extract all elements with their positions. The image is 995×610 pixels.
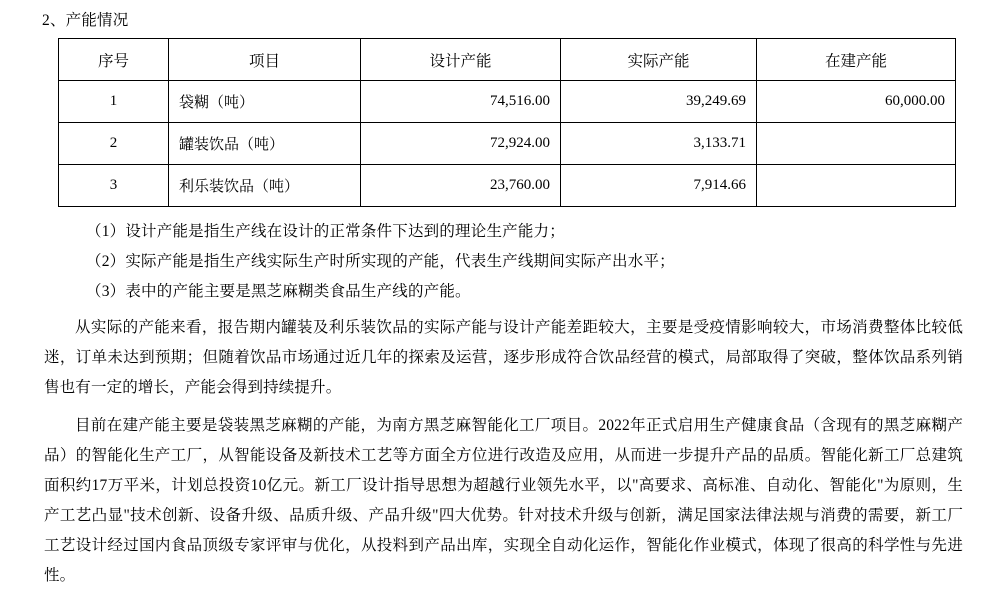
column-header-design-capacity: 设计产能 [361, 39, 561, 81]
note-item: （2）实际产能是指生产线实际生产时所实现的产能，代表生产线期间实际产出水平； [86, 253, 675, 270]
body-paragraph-2: 目前在建产能主要是袋装黑芝麻糊的产能，为南方黑芝麻智能化工厂项目。2022年正式启用生产健康食品（含现有的黑芝麻糊产品）的智能化生产工厂，从智能设备及新技术工艺等方面全方位进行改造及应用，从而进一步提升产品的品质。智能化新工厂总建筑面积约17万平米，计划总投资10亿元。新工厂设计指导思想为超越行业领先水平，以"高要求、高标准、自动化、智能化"为原则，生产工艺凸显"技术创新、设备升级、品质升级、产品升级"四大优势。针对技术升级与创新，满足国家法律法规与消费的需要，新工厂工艺设计经过国内食品顶级专家评审与优化，从投料到产品出库，实现全自动化运作，智能化作业模式，体现了很高的科学性与先进性。 [44, 417, 963, 584]
cell-design-capacity: 74,516.00 [361, 81, 561, 123]
table-header-row [59, 39, 956, 81]
cell-actual-capacity: 3,133.71 [561, 123, 757, 165]
column-header-item: 项目 [169, 39, 361, 81]
note-item: （1）设计产能是指生产线在设计的正常条件下达到的理论生产能力； [86, 223, 565, 240]
cell-item: 罐装饮品（吨） [169, 123, 361, 165]
cell-item: 利乐装饮品（吨） [169, 165, 361, 207]
body-paragraph-1: 从实际的产能来看，报告期内罐装及利乐装饮品的实际产能与设计产能差距较大，主要是受疫情影响较大，市场消费整体比较低迷，订单未达到预期；但随着饮品市场通过近几年的探索及运营，逐步形成符合饮品经营的模式，局部取得了突破，整体饮品系列销售也有一定的增长，产能会得到持续提升。 [44, 319, 963, 396]
cell-index: 3 [59, 165, 169, 207]
cell-actual-capacity: 39,249.69 [561, 81, 757, 123]
table-row [59, 165, 956, 207]
cell-design-capacity: 72,924.00 [361, 123, 561, 165]
cell-index: 2 [59, 123, 169, 165]
cell-index: 1 [59, 81, 169, 123]
cell-building-capacity [757, 165, 956, 207]
table-row [59, 81, 956, 123]
cell-item: 袋糊（吨） [169, 81, 361, 123]
table-notes [30, 217, 967, 307]
cell-building-capacity [757, 123, 956, 165]
column-header-index: 序号 [59, 39, 169, 81]
section-heading: 2、产能情况 [42, 12, 129, 29]
cell-design-capacity: 23,760.00 [361, 165, 561, 207]
column-header-actual-capacity: 实际产能 [561, 39, 757, 81]
table-row [59, 123, 956, 165]
column-header-building-capacity: 在建产能 [757, 39, 956, 81]
note-item: （3）表中的产能主要是黑芝麻糊类食品生产线的产能。 [86, 283, 471, 300]
capacity-table [58, 38, 956, 207]
cell-actual-capacity: 7,914.66 [561, 165, 757, 207]
cell-building-capacity: 60,000.00 [757, 81, 956, 123]
